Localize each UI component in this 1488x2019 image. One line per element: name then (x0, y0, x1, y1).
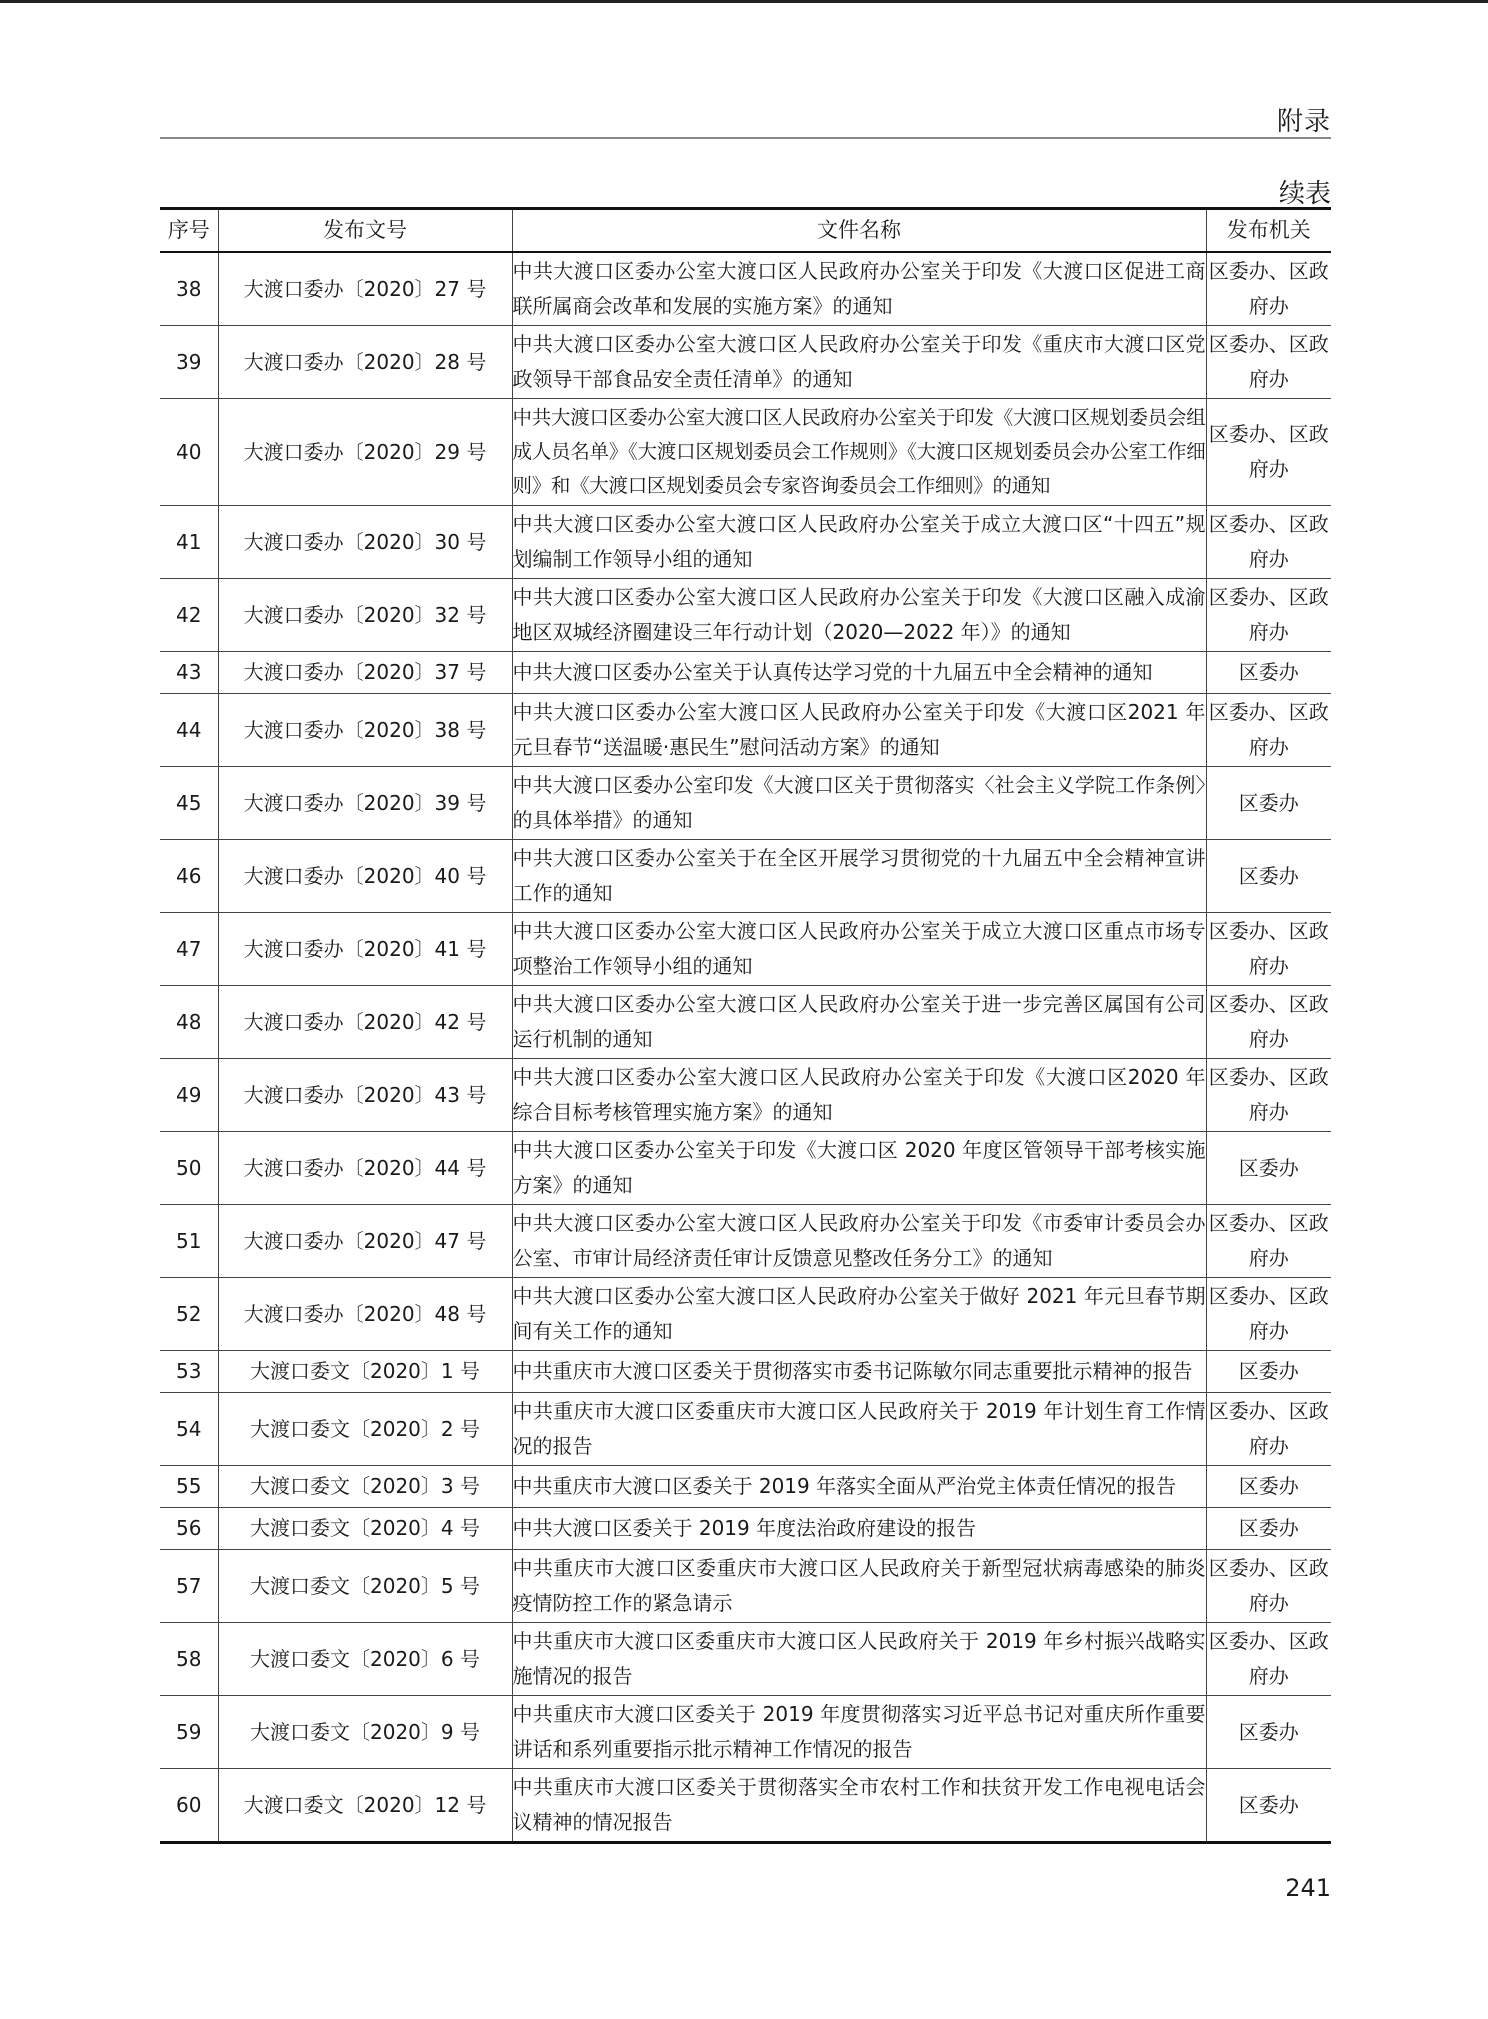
document-list-table (160, 207, 1331, 1844)
doc-title-cell: 中共大渡口区委办公室大渡口区人民政府办公室关于成立大渡口区重点市场专项整治工作领导小组的通知 (512, 913, 1206, 986)
table-row (160, 506, 1331, 579)
doc-title-cell: 中共大渡口区委办公室关于在全区开展学习贯彻党的十九届五中全会精神宣讲工作的通知 (512, 840, 1206, 913)
doc-number-cell: 大渡口委办〔2020〕28 号 (218, 326, 512, 399)
table-header-row (160, 209, 1331, 253)
doc-title-cell: 中共重庆市大渡口区委重庆市大渡口区人民政府关于 2019 年乡村振兴战略实施情况的报告 (512, 1623, 1206, 1696)
doc-title-cell: 中共大渡口区委办公室印发《大渡口区关于贯彻落实〈社会主义学院工作条例〉的具体举措》的通知 (512, 767, 1206, 840)
doc-title-cell: 中共重庆市大渡口区委关于贯彻落实市委书记陈敏尔同志重要批示精神的报告 (512, 1351, 1206, 1393)
serial-number-cell: 46 (160, 840, 218, 913)
serial-number-cell: 52 (160, 1278, 218, 1351)
issuer-cell: 区委办 (1206, 1351, 1331, 1393)
issuer-cell: 区委办、区政府办 (1206, 1278, 1331, 1351)
doc-number-cell: 大渡口委文〔2020〕5 号 (218, 1550, 512, 1623)
doc-number-cell: 大渡口委办〔2020〕47 号 (218, 1205, 512, 1278)
table-row (160, 1351, 1331, 1393)
issuer-cell: 区委办、区政府办 (1206, 986, 1331, 1059)
issuer-cell: 区委办 (1206, 1466, 1331, 1508)
serial-number-cell: 39 (160, 326, 218, 399)
table-row (160, 913, 1331, 986)
serial-number-cell: 55 (160, 1466, 218, 1508)
column-header-serial: 序号 (160, 209, 218, 253)
serial-number-cell: 56 (160, 1508, 218, 1550)
column-header-title: 文件名称 (512, 209, 1206, 253)
doc-title-cell: 中共大渡口区委办公室大渡口区人民政府办公室关于印发《大渡口区2021 年元旦春节“送温暖·惠民生”慰问活动方案》的通知 (512, 694, 1206, 767)
doc-number-cell: 大渡口委办〔2020〕38 号 (218, 694, 512, 767)
table-row (160, 399, 1331, 506)
table-row (160, 326, 1331, 399)
doc-title-cell: 中共大渡口区委办公室大渡口区人民政府办公室关于印发《大渡口区促进工商联所属商会改革和发展的实施方案》的通知 (512, 252, 1206, 326)
serial-number-cell: 49 (160, 1059, 218, 1132)
serial-number-cell: 48 (160, 986, 218, 1059)
table-row (160, 1132, 1331, 1205)
issuer-cell: 区委办 (1206, 767, 1331, 840)
issuer-cell: 区委办 (1206, 652, 1331, 694)
doc-number-cell: 大渡口委文〔2020〕4 号 (218, 1508, 512, 1550)
table-row (160, 652, 1331, 694)
doc-number-cell: 大渡口委办〔2020〕43 号 (218, 1059, 512, 1132)
table-row (160, 1550, 1331, 1623)
serial-number-cell: 57 (160, 1550, 218, 1623)
doc-title-cell: 中共重庆市大渡口区委重庆市大渡口区人民政府关于新型冠状病毒感染的肺炎疫情防控工作的紧急请示 (512, 1550, 1206, 1623)
issuer-cell: 区委办、区政府办 (1206, 1623, 1331, 1696)
doc-title-cell: 中共大渡口区委办公室关于印发《大渡口区 2020 年度区管领导干部考核实施方案》的通知 (512, 1132, 1206, 1205)
table-row (160, 1696, 1331, 1769)
doc-title-cell: 中共大渡口区委办公室关于认真传达学习党的十九届五中全会精神的通知 (512, 652, 1206, 694)
table-row (160, 1623, 1331, 1696)
table-row (160, 1508, 1331, 1550)
issuer-cell: 区委办 (1206, 840, 1331, 913)
doc-number-cell: 大渡口委办〔2020〕41 号 (218, 913, 512, 986)
table-row (160, 1466, 1331, 1508)
table-row (160, 840, 1331, 913)
doc-number-cell: 大渡口委办〔2020〕48 号 (218, 1278, 512, 1351)
serial-number-cell: 43 (160, 652, 218, 694)
doc-number-cell: 大渡口委办〔2020〕27 号 (218, 252, 512, 326)
issuer-cell: 区委办、区政府办 (1206, 1205, 1331, 1278)
issuer-cell: 区委办 (1206, 1132, 1331, 1205)
column-header-issuer: 发布机关 (1206, 209, 1331, 253)
issuer-cell: 区委办 (1206, 1769, 1331, 1843)
table-row (160, 1393, 1331, 1466)
page-top-border (0, 0, 1488, 3)
doc-title-cell: 中共大渡口区委办公室大渡口区人民政府办公室关于成立大渡口区“十四五”规划编制工作领导小组的通知 (512, 506, 1206, 579)
serial-number-cell: 53 (160, 1351, 218, 1393)
serial-number-cell: 58 (160, 1623, 218, 1696)
issuer-cell: 区委办、区政府办 (1206, 579, 1331, 652)
doc-title-cell: 中共大渡口区委办公室大渡口区人民政府办公室关于做好 2021 年元旦春节期间有关工作的通知 (512, 1278, 1206, 1351)
doc-title-cell: 中共大渡口区委办公室大渡口区人民政府办公室关于印发《大渡口区融入成渝地区双城经济圈建设三年行动计划（2020—2022 年）》的通知 (512, 579, 1206, 652)
doc-number-cell: 大渡口委办〔2020〕44 号 (218, 1132, 512, 1205)
table-row (160, 1769, 1331, 1843)
serial-number-cell: 51 (160, 1205, 218, 1278)
issuer-cell: 区委办、区政府办 (1206, 506, 1331, 579)
doc-title-cell: 中共大渡口区委办公室大渡口区人民政府办公室关于印发《大渡口区2020 年综合目标考核管理实施方案》的通知 (512, 1059, 1206, 1132)
doc-title-cell: 中共大渡口区委办公室大渡口区人民政府办公室关于印发《重庆市大渡口区党政领导干部食品安全责任清单》的通知 (512, 326, 1206, 399)
table-row (160, 694, 1331, 767)
issuer-cell: 区委办 (1206, 1696, 1331, 1769)
serial-number-cell: 59 (160, 1696, 218, 1769)
doc-number-cell: 大渡口委文〔2020〕3 号 (218, 1466, 512, 1508)
table-row (160, 252, 1331, 326)
doc-title-cell: 中共重庆市大渡口区委重庆市大渡口区人民政府关于 2019 年计划生育工作情况的报告 (512, 1393, 1206, 1466)
table-body (160, 252, 1331, 1843)
column-header-doc-number: 发布文号 (218, 209, 512, 253)
serial-number-cell: 50 (160, 1132, 218, 1205)
serial-number-cell: 45 (160, 767, 218, 840)
issuer-cell: 区委办、区政府办 (1206, 326, 1331, 399)
doc-number-cell: 大渡口委办〔2020〕40 号 (218, 840, 512, 913)
doc-number-cell: 大渡口委办〔2020〕42 号 (218, 986, 512, 1059)
issuer-cell: 区委办、区政府办 (1206, 913, 1331, 986)
issuer-cell: 区委办、区政府办 (1206, 399, 1331, 506)
serial-number-cell: 38 (160, 252, 218, 326)
serial-number-cell: 47 (160, 913, 218, 986)
serial-number-cell: 40 (160, 399, 218, 506)
issuer-cell: 区委办、区政府办 (1206, 1059, 1331, 1132)
serial-number-cell: 54 (160, 1393, 218, 1466)
serial-number-cell: 41 (160, 506, 218, 579)
doc-number-cell: 大渡口委文〔2020〕6 号 (218, 1623, 512, 1696)
serial-number-cell: 44 (160, 694, 218, 767)
issuer-cell: 区委办、区政府办 (1206, 694, 1331, 767)
doc-title-cell: 中共重庆市大渡口区委关于 2019 年落实全面从严治党主体责任情况的报告 (512, 1466, 1206, 1508)
doc-number-cell: 大渡口委文〔2020〕9 号 (218, 1696, 512, 1769)
table-row (160, 986, 1331, 1059)
doc-title-cell: 中共大渡口区委办公室大渡口区人民政府办公室关于印发《大渡口区规划委员会组成人员名单》《大渡口区规划委员会工作规则》《大渡口区规划委员会办公室工作细则》和《大渡口区规划委员会专家咨询委员会工作细则》的通知 (512, 399, 1206, 506)
doc-number-cell: 大渡口委文〔2020〕12 号 (218, 1769, 512, 1843)
serial-number-cell: 60 (160, 1769, 218, 1843)
page-number: 241 (1285, 1874, 1331, 1902)
doc-number-cell: 大渡口委文〔2020〕1 号 (218, 1351, 512, 1393)
doc-number-cell: 大渡口委文〔2020〕2 号 (218, 1393, 512, 1466)
doc-number-cell: 大渡口委办〔2020〕32 号 (218, 579, 512, 652)
continued-table-label: 续表 (1278, 179, 1331, 209)
issuer-cell: 区委办、区政府办 (1206, 1393, 1331, 1466)
header-rule (160, 137, 1331, 139)
doc-title-cell: 中共大渡口区委关于 2019 年度法治政府建设的报告 (512, 1508, 1206, 1550)
serial-number-cell: 42 (160, 579, 218, 652)
running-header-title: 附录 (1276, 107, 1331, 137)
issuer-cell: 区委办 (1206, 1508, 1331, 1550)
doc-title-cell: 中共大渡口区委办公室大渡口区人民政府办公室关于进一步完善区属国有公司运行机制的通知 (512, 986, 1206, 1059)
issuer-cell: 区委办、区政府办 (1206, 1550, 1331, 1623)
table-row (160, 1059, 1331, 1132)
doc-number-cell: 大渡口委办〔2020〕37 号 (218, 652, 512, 694)
table-row (160, 1278, 1331, 1351)
doc-number-cell: 大渡口委办〔2020〕29 号 (218, 399, 512, 506)
doc-title-cell: 中共重庆市大渡口区委关于贯彻落实全市农村工作和扶贫开发工作电视电话会议精神的情况报告 (512, 1769, 1206, 1843)
table-row (160, 579, 1331, 652)
doc-number-cell: 大渡口委办〔2020〕30 号 (218, 506, 512, 579)
doc-title-cell: 中共重庆市大渡口区委关于 2019 年度贯彻落实习近平总书记对重庆所作重要讲话和系列重要指示批示精神工作情况的报告 (512, 1696, 1206, 1769)
doc-title-cell: 中共大渡口区委办公室大渡口区人民政府办公室关于印发《市委审计委员会办公室、市审计局经济责任审计反馈意见整改任务分工》的通知 (512, 1205, 1206, 1278)
table-row (160, 1205, 1331, 1278)
issuer-cell: 区委办、区政府办 (1206, 252, 1331, 326)
table-row (160, 767, 1331, 840)
doc-number-cell: 大渡口委办〔2020〕39 号 (218, 767, 512, 840)
